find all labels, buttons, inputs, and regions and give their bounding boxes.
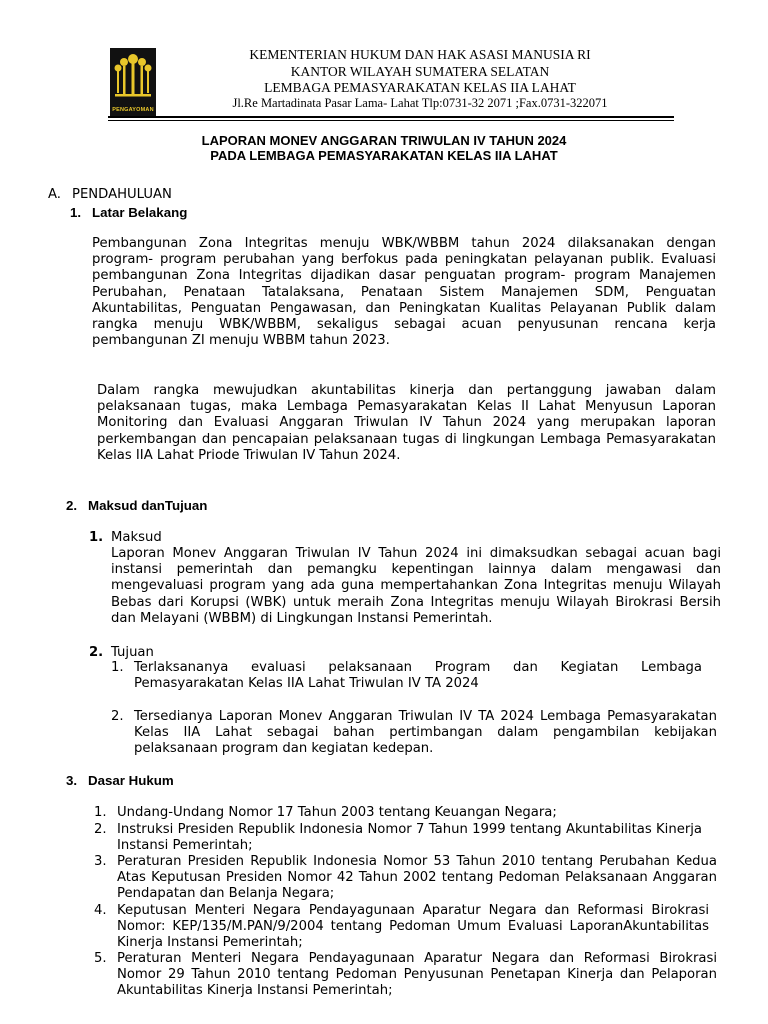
section-a-heading: PENDAHULUAN xyxy=(72,187,172,202)
background-paragraph-2: Dalam rangka mewujudkan akuntabilitas kinerja dan pertanggung jawaban dalam pelaksanaan tugas, maka Lembaga Pemasyarakatan Kelas II Lahat Menyusun Laporan Monitoring dan Evaluasi Anggaran Triwulan IV Tahun 2024 yang merupakan laporan perkembangan dan pencapaian pelaksanaan tugas di lingkungan Lembaga Pemasyarakatan Kelas IIA Lahat Priode Triwulan IV Tahun 2024. xyxy=(97,383,716,463)
tujuan-item-number: 1. xyxy=(111,660,124,675)
background-paragraph-1: Pembangunan Zona Integritas menuju WBK/WBBM tahun 2024 dilaksanakan dengan program- program perubahan yang berfokus pada peningkatan pelayanan publik. Evaluasi pembangunan Zona Integritas dijadikan dasar penguatan program- program Manajemen Perubahan, Penataan Tatalaksana, Penataan Sistem Manajemen SDM, Penguatan Akuntabilitas, Penguatan Pengawasan, dan Peningkatan Kualitas Pelayanan Publik dalam rangka menuju WBK/WBBM, sekaligus sebagai acuan penyusunan rencana kerja pembangunan ZI menuju WBBM tahun 2023. xyxy=(92,236,716,349)
letterhead-divider-thick xyxy=(108,116,674,118)
subsection-2-heading: Maksud danTujuan xyxy=(88,498,208,513)
legal-basis-item-text: Peraturan Presiden Republik Indonesia Nomor 53 Tahun 2010 tentang Perubahan Kedua Atas Keputusan Presiden Nomor 42 Tahun 2002 tentang Pedoman Pelaksanaan Anggaran Pendapatan dan Belanja Negara; xyxy=(117,854,717,901)
subsection-2-number: 2. xyxy=(66,498,78,513)
section-a-label: A. xyxy=(48,187,61,202)
legal-basis-item-number: 5. xyxy=(94,951,107,966)
legal-basis-item-text: Instruksi Presiden Republik Indonesia Nomor 7 Tahun 1999 tentang Akuntabilitas Kinerja Instansi Pemerintah; xyxy=(117,822,702,853)
subsection-1-number: 1. xyxy=(70,205,82,220)
legal-basis-item-number: 3. xyxy=(94,854,107,869)
subsection-3-number: 3. xyxy=(66,773,78,788)
report-title-line1: LAPORAN MONEV ANGGARAN TRIWULAN IV TAHUN 2024 xyxy=(201,133,567,148)
legal-basis-item-number: 4. xyxy=(94,903,107,918)
subsection-1-heading: Latar Belakang xyxy=(92,205,188,220)
legal-basis-item-number: 1. xyxy=(94,805,107,820)
letterhead-divider-thin xyxy=(108,120,674,121)
legal-basis-item-text: Undang-Undang Nomor 17 Tahun 2003 tentang Keuangan Negara; xyxy=(117,805,557,820)
legal-basis-item-number: 2. xyxy=(94,822,107,837)
letterhead-ministry: KEMENTERIAN HUKUM DAN HAK ASASI MANUSIA RI xyxy=(249,47,591,62)
maksud-number: 1. xyxy=(89,530,104,545)
logo xyxy=(110,48,156,116)
tujuan-label: Tujuan xyxy=(111,645,154,660)
letterhead-address: Jl.Re Martadinata Pasar Lama- Lahat Tlp:0731-32 2071 ;Fax.0731-322071 xyxy=(232,96,608,110)
letterhead-regional-office: KANTOR WILAYAH SUMATERA SELATAN xyxy=(290,64,550,79)
report-title-line2: PADA LEMBAGA PEMASYARAKATAN KELAS IIA LAHAT xyxy=(210,148,558,163)
legal-basis-item-text: Keputusan Menteri Negara Pendayagunaan Aparatur Negara dan Reformasi Birokrasi Nomor: KEP/135/M.PAN/9/2004 tentang Pedoman Umum Evaluasi LaporanAkuntabilitas Kinerja Instansi Pemerintah; xyxy=(117,903,709,950)
tujuan-item-text: Tersedianya Laporan Monev Anggaran Triwulan IV TA 2024 Lembaga Pemasyarakatan Kelas IIA Lahat sebagai bahan pertimbangan dalam pengambilan kebijakan pelaksanaan program dan kegiatan kedepan. xyxy=(134,709,717,756)
maksud-text: Laporan Monev Anggaran Triwulan IV Tahun 2024 ini dimaksudkan sebagai acuan bagi instansi pemerintah dan pemangku kepentingan lainnya dalam mengawasi dan mengevaluasi program yang ada guna mempertahankan Zona Integritas menuju Wilayah Bebas dari Korupsi (WBK) untuk meraih Zona Integritas menuju Wilayah Birokrasi Bersih dan Melayani (WBBM) di Lingkungan Instansi Pemerintah. xyxy=(111,546,721,626)
logo-label: PENGAYOMAN xyxy=(112,107,154,113)
tujuan-item-number: 2. xyxy=(111,709,124,724)
letterhead-institution: LEMBAGA PEMASYARAKATAN KELAS IIA LAHAT xyxy=(264,80,576,95)
pengayoman-emblem-icon xyxy=(110,50,156,106)
maksud-label: Maksud xyxy=(111,530,162,545)
subsection-3-heading: Dasar Hukum xyxy=(88,773,174,788)
legal-basis-item-text: Peraturan Menteri Negara Pendayagunaan Aparatur Negara dan Reformasi Birokrasi Nomor 29 Tahun 2010 tentang Pedoman Penyusunan Penetapan Kinerja dan Pelaporan Akuntabilitas Kinerja Instansi Pemerintah; xyxy=(117,951,717,998)
tujuan-number: 2. xyxy=(89,645,104,660)
tujuan-item-text: Terlaksananya evaluasi pelaksanaan Program dan Kegiatan Lembaga Pemasyarakatan Kelas IIA Lahat Triwulan IV TA 2024 xyxy=(134,660,702,691)
